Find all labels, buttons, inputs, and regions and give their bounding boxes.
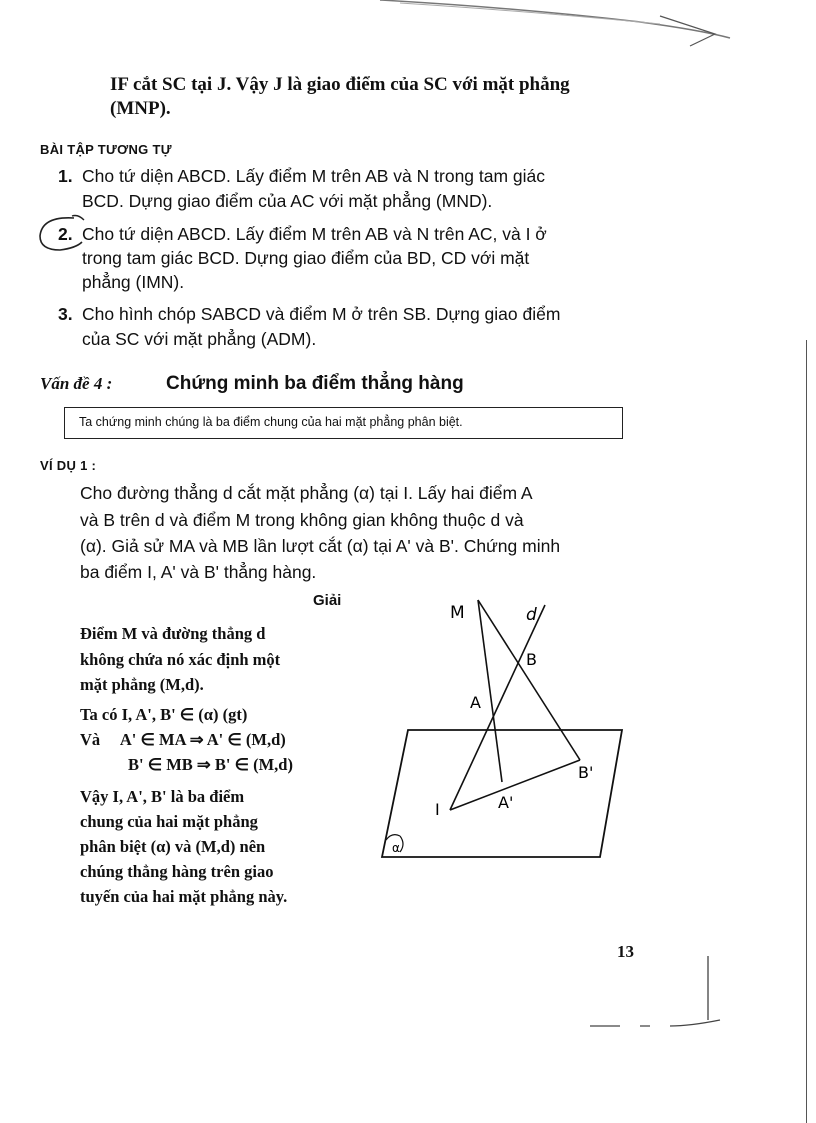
method-note-text: Ta chứng minh chúng là ba điểm chung của hai mặt phẳng phân biệt. (79, 415, 463, 429)
solution-line-1: Điểm M và đường thẳng d (80, 624, 266, 643)
label-A-prime: A' (498, 793, 514, 812)
example-line-3: (α). Giả sử MA và MB lần lượt cắt (α) tại A' và B'. Chứng minh (80, 536, 561, 556)
example-line-2: và B trên d và điểm M trong không gian không thuộc d và (80, 510, 524, 530)
solution-line-2: không chứa nó xác định một (80, 650, 281, 669)
section-label: Vấn đề 4 : (40, 374, 113, 393)
label-I: I (435, 800, 440, 819)
page-number: 13 (617, 942, 634, 961)
scan-artifact-bottom (580, 950, 740, 1040)
solution-line-11: tuyến của hai mặt phẳng này. (80, 887, 288, 906)
exercise-2-line-1: Cho tứ diện ABCD. Lấy điểm M trên AB và N trên AC, và I ở (82, 224, 547, 244)
method-note-box (64, 407, 623, 439)
exercises-heading: BÀI TẬP TƯƠNG TỰ (40, 142, 172, 157)
intro-line-2: (MNP). (110, 98, 171, 119)
intro-line-1: IF cắt SC tại J. Vậy J là giao điểm của SC với mặt phẳng (110, 74, 570, 95)
solution-line-10: chúng thẳng hàng trên giao (80, 862, 274, 881)
solution-line-9: phân biệt (α) và (M,d) nên (80, 837, 266, 856)
example-line-4: ba điểm I, A' và B' thẳng hàng. (80, 562, 317, 582)
example-line-1: Cho đường thẳng d cắt mặt phẳng (α) tại I. Lấy hai điểm A (80, 483, 533, 503)
label-A: A (470, 693, 481, 712)
geometry-figure (370, 590, 660, 880)
solution-line-4: Ta có I, A', B' ∈ (α) (gt) (80, 705, 248, 724)
exercise-1-line-1: Cho tứ diện ABCD. Lấy điểm M trên AB và N trong tam giác (82, 166, 546, 186)
exercise-1-line-2: BCD. Dựng giao điểm của AC với mặt phẳng (MND). (82, 191, 493, 211)
solution-line-3: mặt phẳng (M,d). (80, 675, 204, 694)
solution-label: Giải (313, 592, 342, 609)
label-B-prime: B' (578, 763, 594, 782)
exercise-1-number: 1. (58, 166, 73, 186)
label-alpha: α (392, 841, 400, 855)
exercise-3-line-2: của SC với mặt phẳng (ADM). (82, 329, 317, 349)
exercise-2-line-2: trong tam giác BCD. Dựng giao điểm của BD, CD với mặt (82, 248, 530, 268)
exercise-3-number: 3. (58, 304, 73, 324)
solution-line-7: Vậy I, A', B' là ba điểm (80, 787, 245, 806)
exercise-2-number: 2. (58, 224, 73, 244)
solution-line-8: chung của hai mặt phẳng (80, 812, 258, 831)
label-d: d (526, 605, 537, 625)
label-M: M (450, 603, 465, 623)
label-B: B (526, 650, 537, 669)
solution-line-6: B' ∈ MB ⇒ B' ∈ (M,d) (128, 755, 293, 774)
example-heading: VÍ DỤ 1 : (40, 458, 97, 473)
scan-edge-right (806, 340, 807, 1123)
exercise-2-line-3: phẳng (IMN). (82, 272, 185, 292)
solution-line-5: Và A' ∈ MA ⇒ A' ∈ (M,d) (80, 730, 286, 749)
exercise-3-line-1: Cho hình chóp SABCD và điểm M ở trên SB. Dựng giao điểm (82, 304, 561, 324)
scan-artifact-top (0, 0, 816, 60)
segment-MA-prime (478, 600, 502, 782)
section-title: Chứng minh ba điểm thẳng hàng (166, 373, 464, 394)
